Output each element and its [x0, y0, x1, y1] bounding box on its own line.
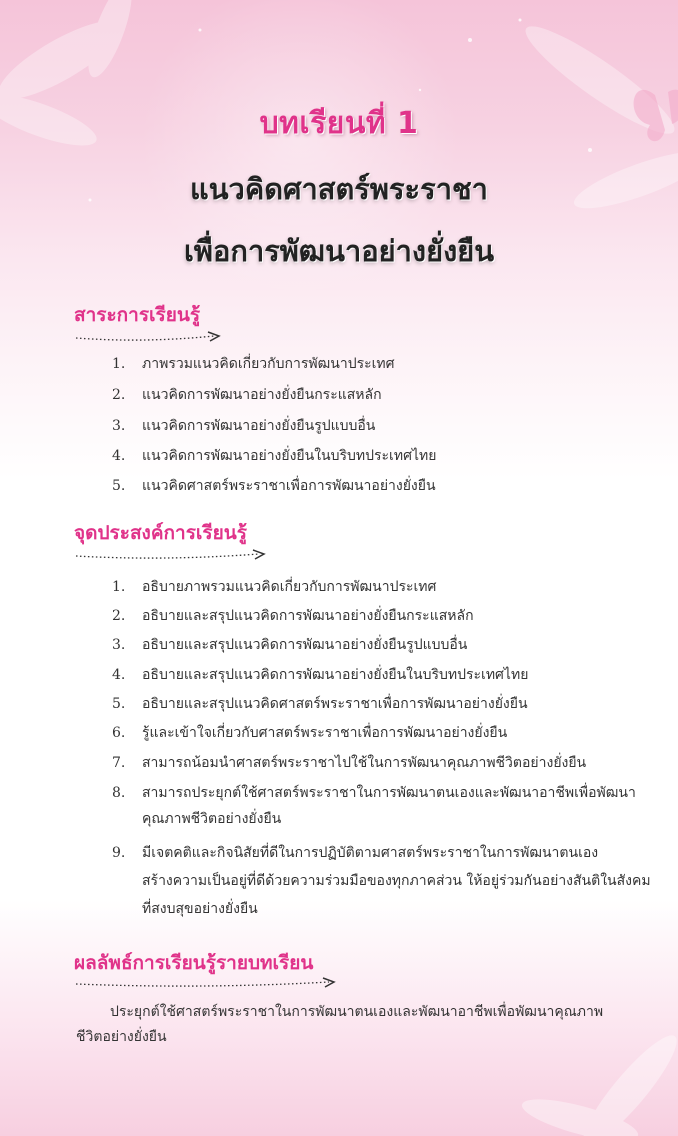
lesson-number: บทเรียนที่ 1	[259, 106, 419, 141]
section-heading-learning-outcome: ผลลัพธ์การเรียนรู้รายบทเรียน	[74, 952, 314, 974]
list-item-continuation: คุณภาพชีวิตอย่างยั่งยืน	[142, 811, 282, 827]
dotted-arrow-divider	[74, 548, 269, 562]
section-heading-learning-content: สาระการเรียนรู้	[74, 304, 201, 326]
learning-outcome-text: ประยุกต์ใช้ศาสตร์พระราชาในการพัฒนาตนเองและพัฒนาอาชีพเพื่อพัฒนาคุณภาพชีวิตอย่างยั่งยืน	[76, 1004, 604, 1045]
lesson-title-line-2: เพื่อการพัฒนาอย่างยั่งยืน	[183, 234, 495, 268]
dotted-arrow-divider	[74, 976, 339, 990]
list-item-continuation: สร้างความเป็นอยู่ที่ดีด้วยความร่วมมือของทุกภาคส่วน ให้อยู่ร่วมกันอย่างสันติในสังคม	[142, 873, 651, 889]
lesson-title-line-1: แนวคิดศาสตร์พระราชา	[190, 172, 488, 206]
lesson-page: บทเรียนที่ 1 แนวคิดศาสตร์พระราชา เพื่อการพัฒนาอย่างยั่งยืน สาระการเรียนรู้ 1. ภาพรวมแนวคิดเกี่ยวกับการพัฒนาประเทศ 2. แนวคิดการพัฒนาอย่างยั่งยืนกระแสหลัก 3. แนวคิดการพัฒนาอย่างยั่งยืนรูปแบบอื่น 4. แนวคิดการพัฒนาอย่างยั่งยืนในบริบทประเทศไทย 5. แนวคิดศาสตร์พระราชาเพื่อการพัฒนาอย่างยั่งยืน จุดประสงค์การเรียนรู้ 1. อธิบายภาพรวมแนวคิดเกี่ยวกับการพัฒนาประเทศ 2. อธิบายและสรุปแนวคิดการพัฒนาอย่างยั่งยืนกระแสหลัก 3. อธิบายและสรุปแนวคิดการพัฒนาอย่างยั่งยืนรูปแบบอื่น 4. อธิบายและสรุปแนวคิดการพัฒนาอย่างยั่งยืนในบริบทประเทศไทย 5. อธิบายและสรุปแนวคิดศาสตร์พระราชาเพื่อการพัฒนาอย่างยั่งยืน 6. รู้และเข้าใจเกี่ยวกับศาสตร์พระราชาเพื่อการพัฒนาอย่างยั่งยืน 7. สามารถน้อมนำศาสตร์พระราชาไปใช้ในการพัฒนาคุณภาพชีวิตอย่างยั่งยืน 8. สามารถประยุกต์ใช้ศาสตร์พระราชาในการพัฒนาตนเองและพัฒนาอาชีพเพื่อพัฒนา คุณภาพชีวิตอย่างยั่งยืน 9. มีเจตคติและกิจนิสัยที่ดีในการปฏิบัติตามศาสตร์พระราชาในการพัฒนาตนเอง สร้างความเป็นอยู่ที่ดีด้วยความร่วมมือของทุกภาคส่วน ให้อยู่ร่วมกันอย่างสันติในสังคม ที่สงบสุขอย่างยั่งยืน ผลลัพธ์การเรียนรู้รายบทเรียน ประยุกต์ใช้ศาสตร์พระราชาในการพัฒนาตนเองและพัฒนาอาชีพเพื่อพัฒนาคุณภาพชีวิตอย่างยั่งยืน	[0, 0, 678, 1136]
dotted-arrow-divider	[74, 330, 224, 344]
section-heading-learning-objectives: จุดประสงค์การเรียนรู้	[74, 522, 247, 544]
list-item-continuation: ที่สงบสุขอย่างยั่งยืน	[142, 901, 258, 917]
